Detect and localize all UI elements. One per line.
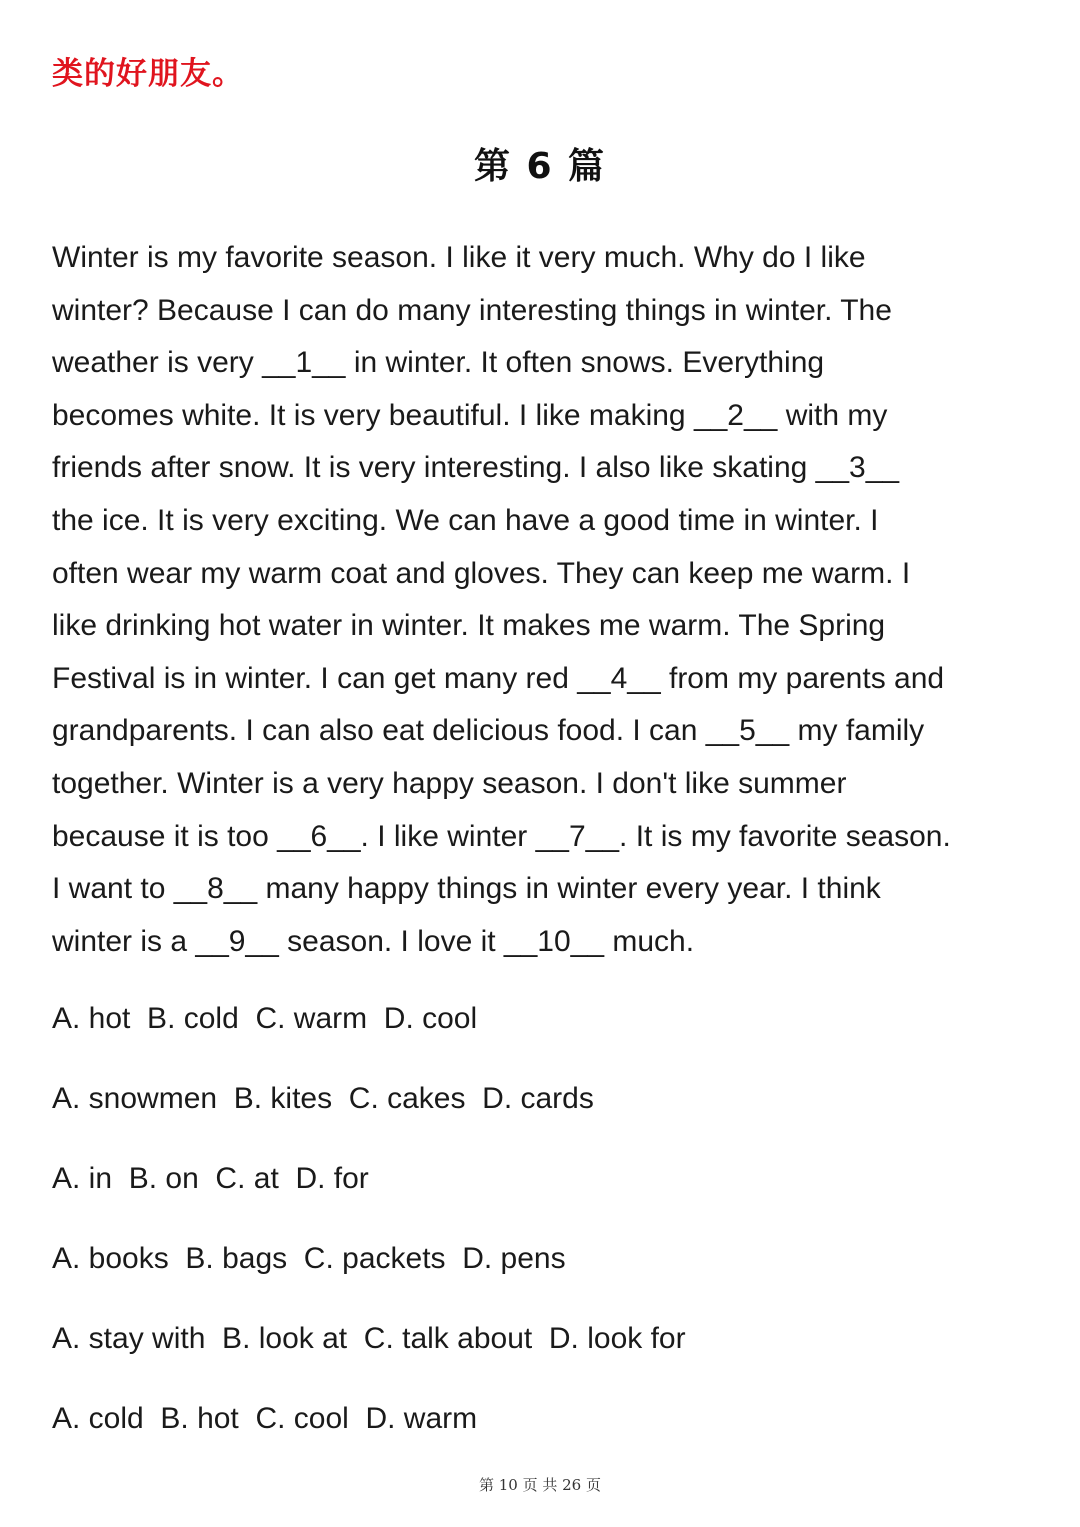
passage-line: like drinking hot water in winter. It makes me warm. The Spring (52, 609, 886, 643)
passage-line: winter? Because I can do many interesting things in winter. The (52, 293, 892, 327)
option-row-4: A. books B. bags C. packets D. pens (52, 1242, 566, 1275)
option-row-2: A. snowmen B. kites C. cakes D. cards (52, 1082, 594, 1115)
answer-options (52, 996, 1052, 1476)
passage-line: Festival is in winter. I can get many red __4__ from my parents and (52, 661, 945, 695)
passage-line: friends after snow. It is very interesting. I also like skating __3__ (52, 451, 900, 485)
previous-passage-ending: 类的好朋友。 (52, 56, 244, 92)
option-row-5: A. stay with B. look at C. talk about D. look for (52, 1322, 686, 1355)
passage-line: grandparents. I can also eat delicious food. I can __5__ my family (52, 714, 925, 748)
passage-line: weather is very __1__ in winter. It often snows. Everything (52, 346, 825, 380)
passage-line: becomes white. It is very beautiful. I like making __2__ with my (52, 398, 888, 432)
option-row-1: A. hot B. cold C. warm D. cool (52, 1002, 478, 1035)
passage-line: because it is too __6__. I like winter __7__. It is my favorite season. (52, 819, 951, 853)
section-title: 第 6 篇 (473, 146, 607, 187)
passage-line: I want to __8__ many happy things in winter every year. I think (52, 872, 881, 906)
option-row-3: A. in B. on C. at D. for (52, 1162, 369, 1195)
option-row-6: A. cold B. hot C. cool D. warm (52, 1402, 478, 1435)
passage-line: winter is a __9__ season. I love it __10__ much. (52, 924, 695, 958)
passage-line: the ice. It is very exciting. We can have a good time in winter. I (52, 503, 879, 537)
page-indicator: 第 10 页 共 26 页 (478, 1476, 601, 1494)
cloze-passage (52, 232, 1052, 968)
passage-line: often wear my warm coat and gloves. They can keep me warm. I (52, 556, 911, 590)
passage-line: Winter is my favorite season. I like it very much. Why do I like (52, 241, 866, 274)
passage-line: together. Winter is a very happy season. I don't like summer (52, 766, 847, 800)
